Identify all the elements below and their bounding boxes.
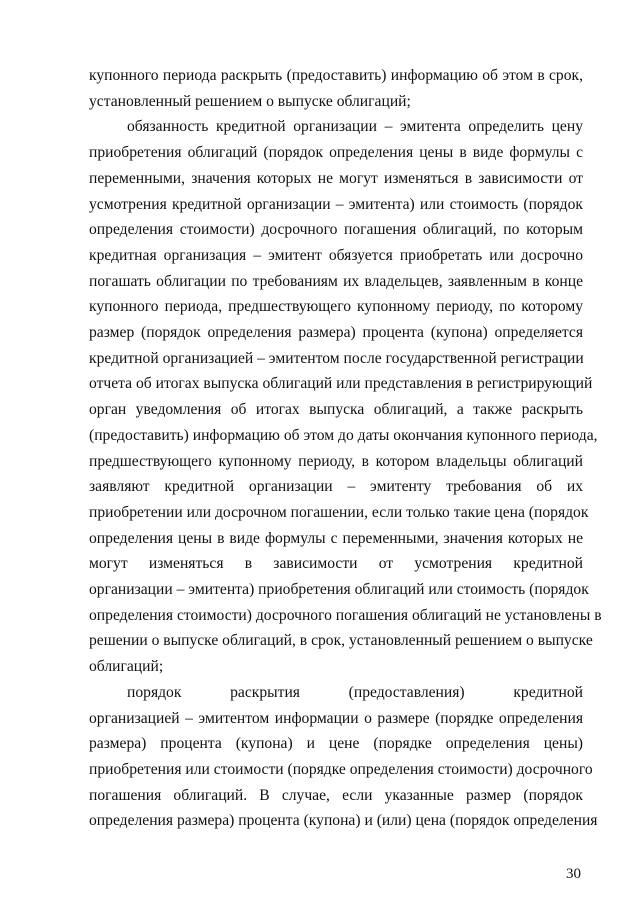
- text-line: усмотрения кредитной организации – эмитента) или стоимость (порядок: [89, 195, 583, 213]
- text-line: кредитная организация – эмитент обязуется приобретать или досрочно: [89, 246, 583, 264]
- text-line: предшествующего купонному периоду, в котором владельцы облигаций: [89, 452, 583, 470]
- text-line: приобретения или стоимости (порядке определения стоимости) досрочного: [89, 760, 593, 778]
- document-page: [89, 63, 602, 834]
- paragraph: [89, 680, 598, 834]
- text-line: могут изменяться в зависимости от усмотрения кредитной: [89, 555, 583, 573]
- text-line: решении о выпуске облигаций, в срок, установленный решением о выпуске: [89, 632, 593, 650]
- text-line: отчета об итогах выпуска облигаций или представления в регистрирующий: [89, 375, 593, 393]
- text-line: заявляют кредитной организации – эмитенту требования об их: [89, 478, 583, 496]
- text-line: определения стоимости) досрочного погашения облигаций не установлены в: [89, 606, 602, 624]
- text-line: приобретении или досрочном погашении, если только такие цена (порядок: [89, 503, 589, 521]
- text-line: размера) процента (купона) и цене (порядке определения цены): [89, 735, 583, 753]
- text-line: порядок раскрытия (предоставления) кредитной: [127, 683, 583, 701]
- text-line: переменными, значения которых не могут изменяться в зависимости от: [89, 169, 583, 187]
- text-line: приобретения облигаций (порядок определения цены в виде формулы с: [89, 144, 583, 162]
- body-text: [89, 63, 602, 834]
- text-line: погашать облигации по требованиям их владельцев, заявленным в конце: [89, 272, 583, 290]
- text-line: купонного периода, предшествующего купонному периоду, по которому: [89, 298, 583, 316]
- text-line: орган уведомления об итогах выпуска облигаций, а также раскрыть: [89, 401, 583, 419]
- text-line: купонного периода раскрыть (предоставить) информацию об этом в срок,: [89, 67, 583, 84]
- text-line: организацией – эмитентом информации о размере (порядке определения: [89, 709, 583, 727]
- text-line: обязанность кредитной организации – эмитента определить цену: [127, 118, 583, 136]
- text-line: облигаций;: [89, 658, 164, 676]
- text-line: определения размера) процента (купона) и (или) цена (порядок определения: [89, 812, 598, 830]
- text-line: размер (порядок определения размера) процента (купона) определяется: [89, 324, 583, 342]
- text-line: установленный решением о выпуске облигаций;: [89, 92, 411, 110]
- paragraph: [89, 63, 583, 114]
- paragraph: [89, 114, 602, 679]
- text-line: (предоставить) информацию об этом до даты окончания купонного периода,: [89, 426, 598, 444]
- text-line: определения стоимости) досрочного погашения облигаций, по которым: [89, 221, 583, 239]
- text-line: организации – эмитента) приобретения облигаций или стоимость (порядок: [89, 581, 589, 599]
- text-line: погашения облигаций. В случае, если указанные размер (порядок: [89, 786, 583, 804]
- text-line: кредитной организацией – эмитентом после государственной регистрации: [89, 349, 584, 367]
- text-line: определения цены в виде формулы с переменными, значения которых не: [89, 529, 583, 547]
- page-number: 30: [566, 866, 581, 882]
